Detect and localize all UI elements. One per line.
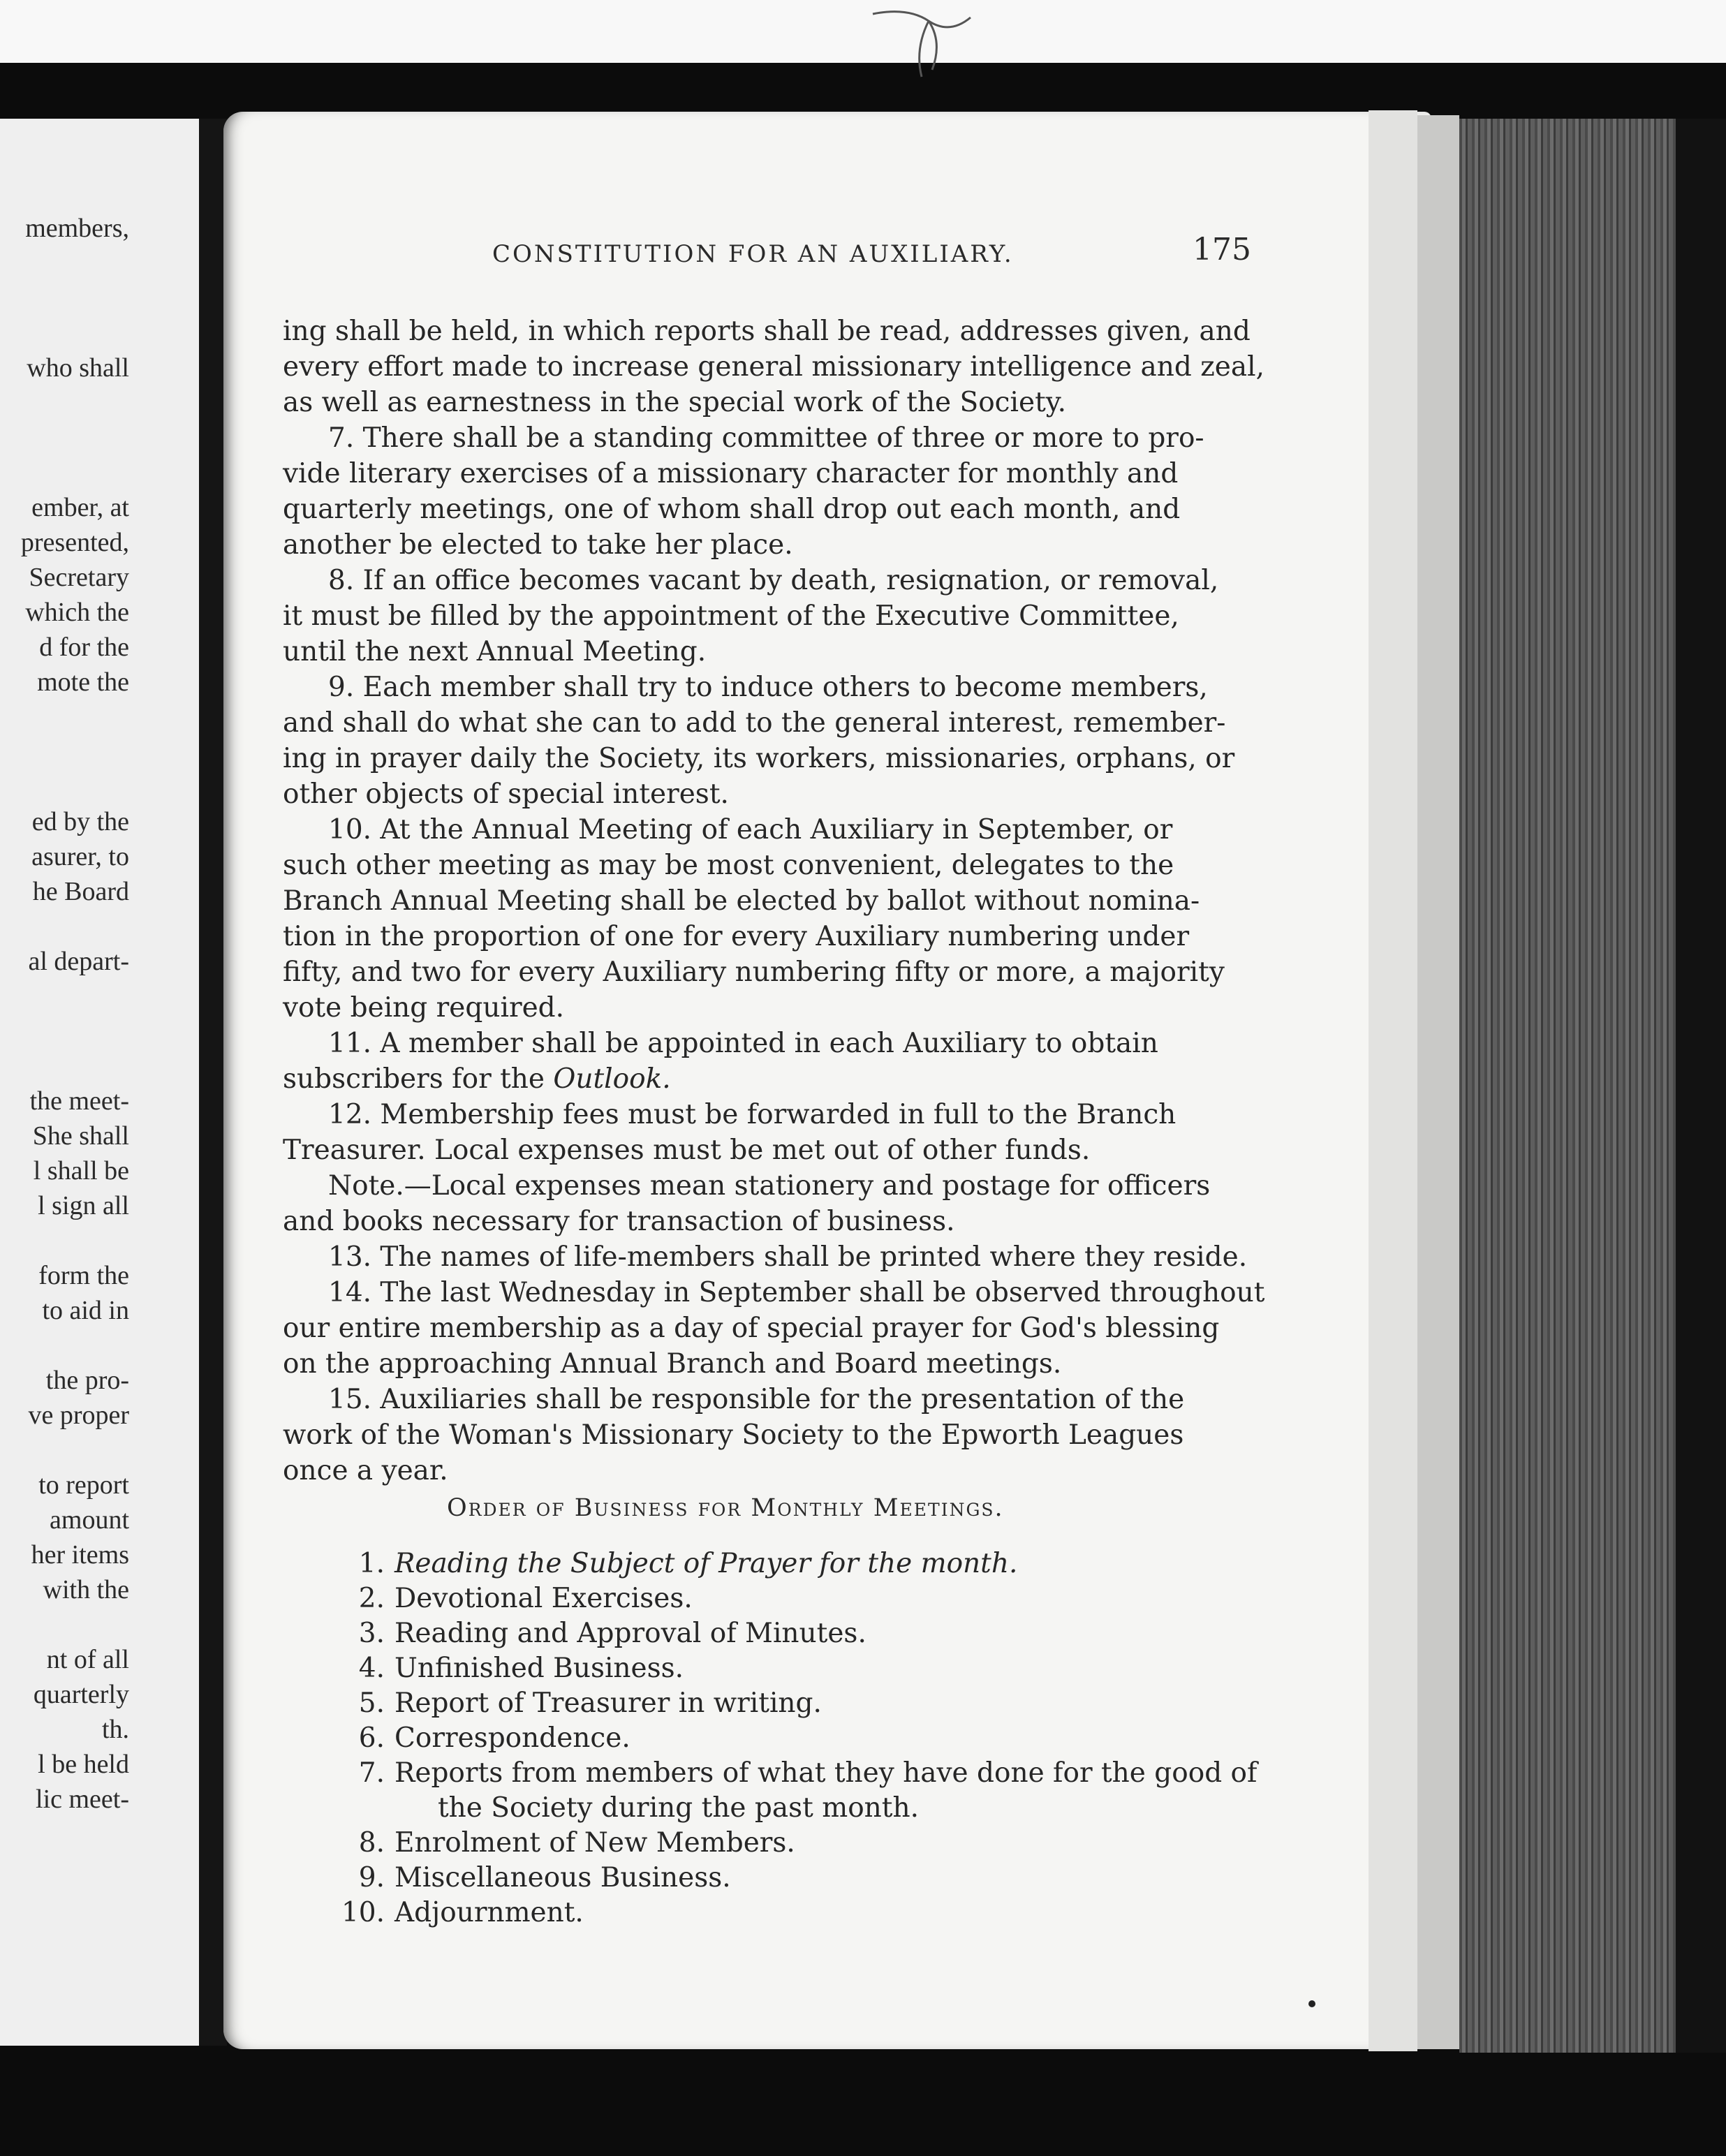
running-title: CONSTITUTION FOR AN AUXILIARY.: [492, 240, 1014, 268]
order-item: [358, 1581, 693, 1616]
body-line: 12. Membership fees must be forwarded in full to the Branch: [328, 1099, 1177, 1130]
body-line: Branch Annual Meeting shall be elected by ballot without nomina-: [283, 885, 1200, 917]
body-line: 8. If an office becomes vacant by death, resignation, or removal,: [328, 565, 1219, 596]
left-page-fragment: ve proper: [28, 1401, 129, 1430]
left-page-fragment: mote the: [37, 667, 129, 697]
body-line: vote being required.: [283, 992, 565, 1024]
left-page-fragment: l be held: [38, 1750, 129, 1779]
order-item-number: 2.: [358, 1583, 385, 1614]
order-item-text: Reports from members of what they have done for the good of: [394, 1757, 1257, 1789]
left-page-fragment: lic meet-: [36, 1785, 129, 1814]
order-item-text: the Society during the past month.: [438, 1792, 919, 1824]
order-item: [358, 1861, 731, 1896]
left-page-fragment: to report: [38, 1470, 129, 1500]
body-line: until the next Annual Meeting.: [283, 636, 707, 667]
body-line: as well as earnestness in the special work of the Society.: [283, 387, 1066, 418]
body-line: ing shall be held, in which reports shall be read, addresses given, and: [283, 316, 1251, 347]
body-line: and shall do what she can to add to the general interest, remember-: [283, 707, 1226, 739]
body-line: 9. Each member shall try to induce others to become members,: [328, 672, 1208, 703]
order-heading: Order of Business for Monthly Meetings.: [447, 1494, 1004, 1522]
left-page: [0, 119, 202, 2046]
body-line: 14. The last Wednesday in September shall be observed throughout: [328, 1277, 1265, 1308]
left-page-fragment: quarterly: [33, 1680, 129, 1709]
order-item-text: Adjournment.: [394, 1897, 584, 1928]
order-item: [358, 1826, 795, 1861]
book-shadow: [1676, 119, 1726, 2053]
order-item: [358, 1686, 822, 1721]
left-page-fragment: he Board: [32, 877, 129, 906]
body-line: ing in prayer daily the Society, its workers, missionaries, orphans, or: [283, 743, 1235, 774]
order-item-number: 9.: [358, 1862, 385, 1893]
body-line: tion in the proportion of one for every Auxiliary numbering under: [283, 921, 1190, 952]
body-line: other objects of special interest.: [283, 778, 729, 810]
left-page-fragment: ember, at: [31, 493, 129, 522]
left-page-fragment: to aid in: [42, 1296, 129, 1325]
left-page-fragment: asurer, to: [31, 842, 129, 871]
left-page-fragment: form the: [38, 1261, 129, 1290]
body-line: such other meeting as may be most convenient, delegates to the: [283, 850, 1174, 881]
order-item-text: Reading and Approval of Minutes.: [394, 1618, 866, 1649]
body-line: 7. There shall be a standing committee of three or more to pro-: [328, 422, 1204, 454]
ink-speck: [1308, 2000, 1315, 2007]
body-line: 13. The names of life-members shall be printed where they reside.: [328, 1241, 1248, 1273]
body-line: 15. Auxiliaries shall be responsible for the presentation of the: [328, 1384, 1185, 1415]
page-number: 175: [1193, 232, 1251, 267]
left-page-fragment: presented,: [20, 528, 129, 557]
body-line: subscribers for the Outlook.: [283, 1063, 671, 1095]
body-line: quarterly meetings, one of whom shall drop out each month, and: [283, 494, 1181, 525]
order-item-text: Correspondence.: [394, 1722, 630, 1754]
order-item: [358, 1721, 630, 1756]
body-line: fifty, and two for every Auxiliary numbering fifty or more, a majority: [283, 957, 1225, 988]
order-item: [358, 1756, 1257, 1791]
left-page-fragment: with the: [43, 1575, 129, 1604]
book-fore-edge: [1459, 119, 1697, 2053]
book-gutter: [199, 119, 227, 2046]
left-page-fragment: Secretary: [29, 563, 129, 592]
outlook-title: Outlook.: [553, 1063, 671, 1095]
left-page-fragment: the meet-: [29, 1086, 129, 1116]
order-item-text: Miscellaneous Business.: [394, 1862, 731, 1893]
left-page-fragment: l sign all: [38, 1191, 129, 1220]
order-item: [358, 1651, 684, 1686]
scan-background-top: [0, 0, 1726, 63]
body-line: vide literary exercises of a missionary character for monthly and: [283, 458, 1179, 489]
body-line: every effort made to increase general missionary intelligence and zeal,: [283, 351, 1264, 383]
left-page-fragment: her items: [31, 1540, 129, 1570]
order-item: [438, 1791, 919, 1826]
order-item-number: 4.: [358, 1653, 385, 1684]
order-item-number: 5.: [358, 1688, 385, 1719]
order-item-number: 10.: [341, 1897, 385, 1928]
body-line: work of the Woman's Missionary Society to the Epworth Leagues: [283, 1419, 1184, 1451]
body-line: Treasurer. Local expenses must be met out of other funds.: [283, 1135, 1091, 1166]
order-item: [358, 1546, 1018, 1581]
page-edge: [1369, 110, 1417, 2051]
order-item-number: 8.: [358, 1827, 385, 1859]
order-item-text: Unfinished Business.: [394, 1653, 684, 1684]
left-page-fragment: amount: [50, 1505, 129, 1535]
thread-fiber-decoration: [866, 0, 978, 84]
left-page-fragment: members,: [25, 214, 129, 243]
body-line: our entire membership as a day of special prayer for God's blessing: [283, 1313, 1220, 1344]
left-page-fragment: d for the: [39, 633, 129, 662]
order-item: [341, 1896, 584, 1930]
order-item-text: Enrolment of New Members.: [394, 1827, 795, 1859]
order-item-text: Reading the Subject of Prayer for the month.: [394, 1548, 1018, 1579]
order-item-number: 7.: [358, 1757, 385, 1789]
body-line: and books necessary for transaction of business.: [283, 1206, 955, 1237]
left-page-fragment: ed by the: [31, 807, 129, 836]
left-page-fragment: nt of all: [46, 1645, 129, 1674]
order-item-text: Devotional Exercises.: [394, 1583, 693, 1614]
order-item: [358, 1616, 866, 1651]
body-line: on the approaching Annual Branch and Board meetings.: [283, 1348, 1062, 1380]
left-page-fragment: l shall be: [33, 1156, 129, 1186]
body-line: it must be filled by the appointment of the Executive Committee,: [283, 600, 1179, 632]
body-line: another be elected to take her place.: [283, 529, 793, 561]
left-page-fragment: th.: [101, 1715, 129, 1744]
body-line: 10. At the Annual Meeting of each Auxiliary in September, or: [328, 814, 1173, 846]
body-line: 11. A member shall be appointed in each Auxiliary to obtain: [328, 1028, 1158, 1059]
left-page-fragment: She shall: [32, 1121, 129, 1151]
left-page-fragment: who shall: [27, 353, 129, 383]
order-item-number: 6.: [358, 1722, 385, 1754]
left-page-fragment: al depart-: [28, 947, 129, 976]
body-line: Note.—Local expenses mean stationery and postage for officers: [328, 1170, 1211, 1202]
order-item-number: 1.: [358, 1548, 385, 1579]
order-item-number: 3.: [358, 1618, 385, 1649]
left-page-fragment: the pro-: [45, 1366, 129, 1395]
body-line: once a year.: [283, 1455, 448, 1486]
page-edge-shadow: [1417, 115, 1459, 2049]
left-page-fragment: which the: [25, 598, 129, 627]
order-item-text: Report of Treasurer in writing.: [394, 1688, 822, 1719]
